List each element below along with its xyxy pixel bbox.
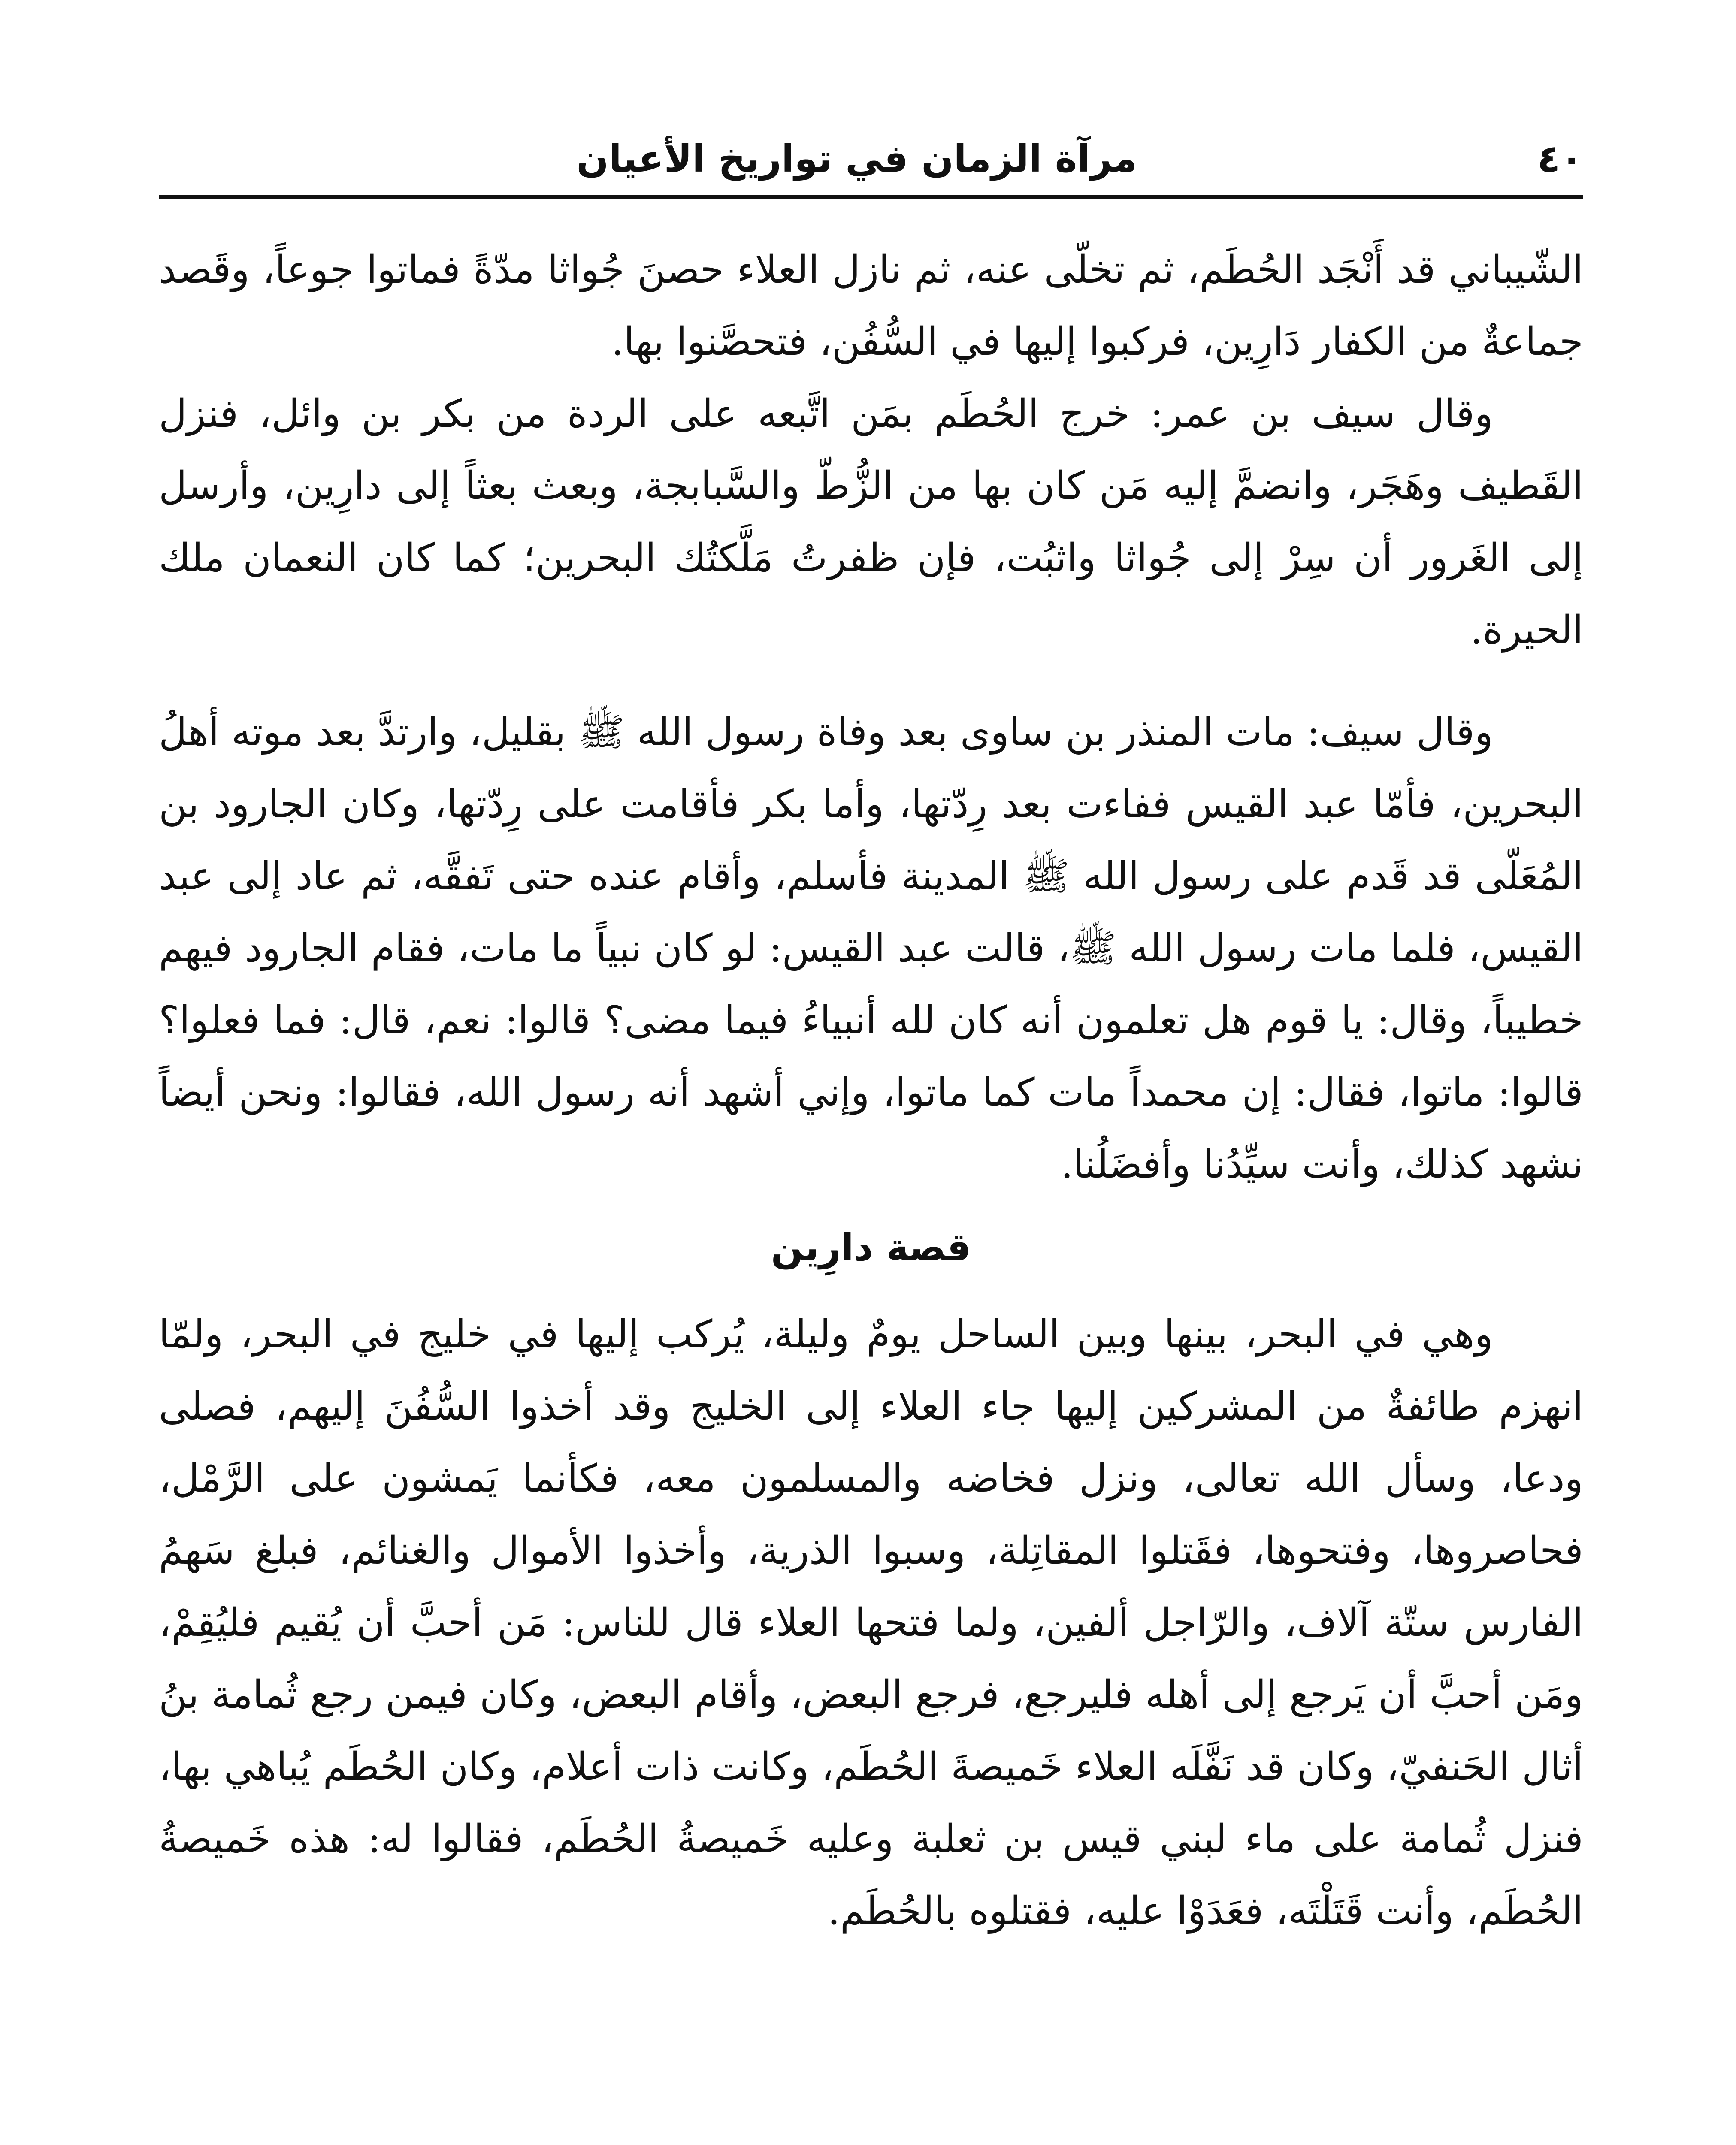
header-rule — [159, 195, 1583, 199]
page-header — [159, 127, 1583, 191]
section-heading: قصة دارِين — [771, 1225, 971, 1269]
paragraph-1: الشّيباني قد أَنْجَد الحُطَم، ثم تخلّى عنه، ثم نازل العلاء حصنَ جُواثا مدّةً فماتوا جوعاً، وقَصد جماعةٌ من الكفار دَارِين، فركبوا إليها في السُّفُن، فتحصَّنوا بها. — [159, 247, 1583, 364]
running-title: مرآة الزمان في تواريخ الأعيان — [576, 136, 1137, 181]
page-number: ٤٠ — [1537, 136, 1583, 181]
paragraph-2: وقال سيف بن عمر: خرج الحُطَم بمَن اتَّبعه على الردة من بكر بن وائل، فنزل القَطيف وهَجَر، وانضمَّ إليه مَن كان بها من الزُّطّ والسَّبابجة، وبعث بعثاً إلى دارِين، وأرسل إلى الغَرور أن سِرْ إلى جُواثا واثبُت، فإن ظفرتُ مَلَّكتُك البحرين؛ كما كان النعمان ملك الحيرة. — [159, 391, 1583, 653]
page-body — [159, 234, 1583, 1947]
paragraph-3: وقال سيف: مات المنذر بن ساوى بعد وفاة رسول الله ﷺ بقليل، وارتدَّ بعد موته أهلُ البحرين، فأمّا عبد القيس ففاءت بعد رِدّتها، وأما بكر فأقامت على رِدّتها، وكان الجارود بن المُعَلّى قد قَدم على رسول الله ﷺ المدينة فأسلم، وأقام عنده حتى تَفقَّه، ثم عاد إلى عبد القيس، فلما مات رسول الله ﷺ، قالت عبد القيس: لو كان نبياً ما مات، فقام الجارود فيهم خطيباً، وقال: يا قوم هل تعلمون أنه كان لله أنبياءُ فيما مضى؟ قالوا: نعم، قال: فما فعلوا؟ قالوا: ماتوا، فقال: إن محمداً مات كما ماتوا، وإني أشهد أنه رسول الله، فقالوا: ونحن أيضاً نشهد كذلك، وأنت سيِّدُنا وأفضَلُنا. — [159, 710, 1583, 1187]
paragraph-4: وهي في البحر، بينها وبين الساحل يومٌ وليلة، يُركب إليها في خليج في البحر، ولمّا انهزم طائفةٌ من المشركين إليها جاء العلاء إلى الخليج وقد أخذوا السُّفُنَ إليهم، فصلى ودعا، وسأل الله تعالى، ونزل فخاضه والمسلمون معه، فكأنما يَمشون على الرَّمْل، فحاصروها، وفتحوها، فقَتلوا المقاتِلة، وسبوا الذرية، وأخذوا الأموال والغنائم، فبلغ سَهمُ الفارس ستّة آلاف، والرّاجل ألفين، ولما فتحها العلاء قال للناس: مَن أحبَّ أن يُقيم فليُقِمْ، ومَن أحبَّ أن يَرجع إلى أهله فليرجع، فرجع البعض، وأقام البعض، وكان فيمن رجع ثُمامة بنُ أثال الحَنفيّ، وكان قد نَفَّلَه العلاء خَميصةَ الحُطَم، وكانت ذات أعلام، وكان الحُطَم يُباهي بها، فنزل ثُمامة على ماء لبني قيس بن ثعلبة وعليه خَميصةُ الحُطَم، فقالوا له: هذه خَميصةُ الحُطَم، وأنت قَتَلْتَه، فعَدَوْا عليه، فقتلوه بالحُطَم. — [159, 1312, 1583, 1934]
